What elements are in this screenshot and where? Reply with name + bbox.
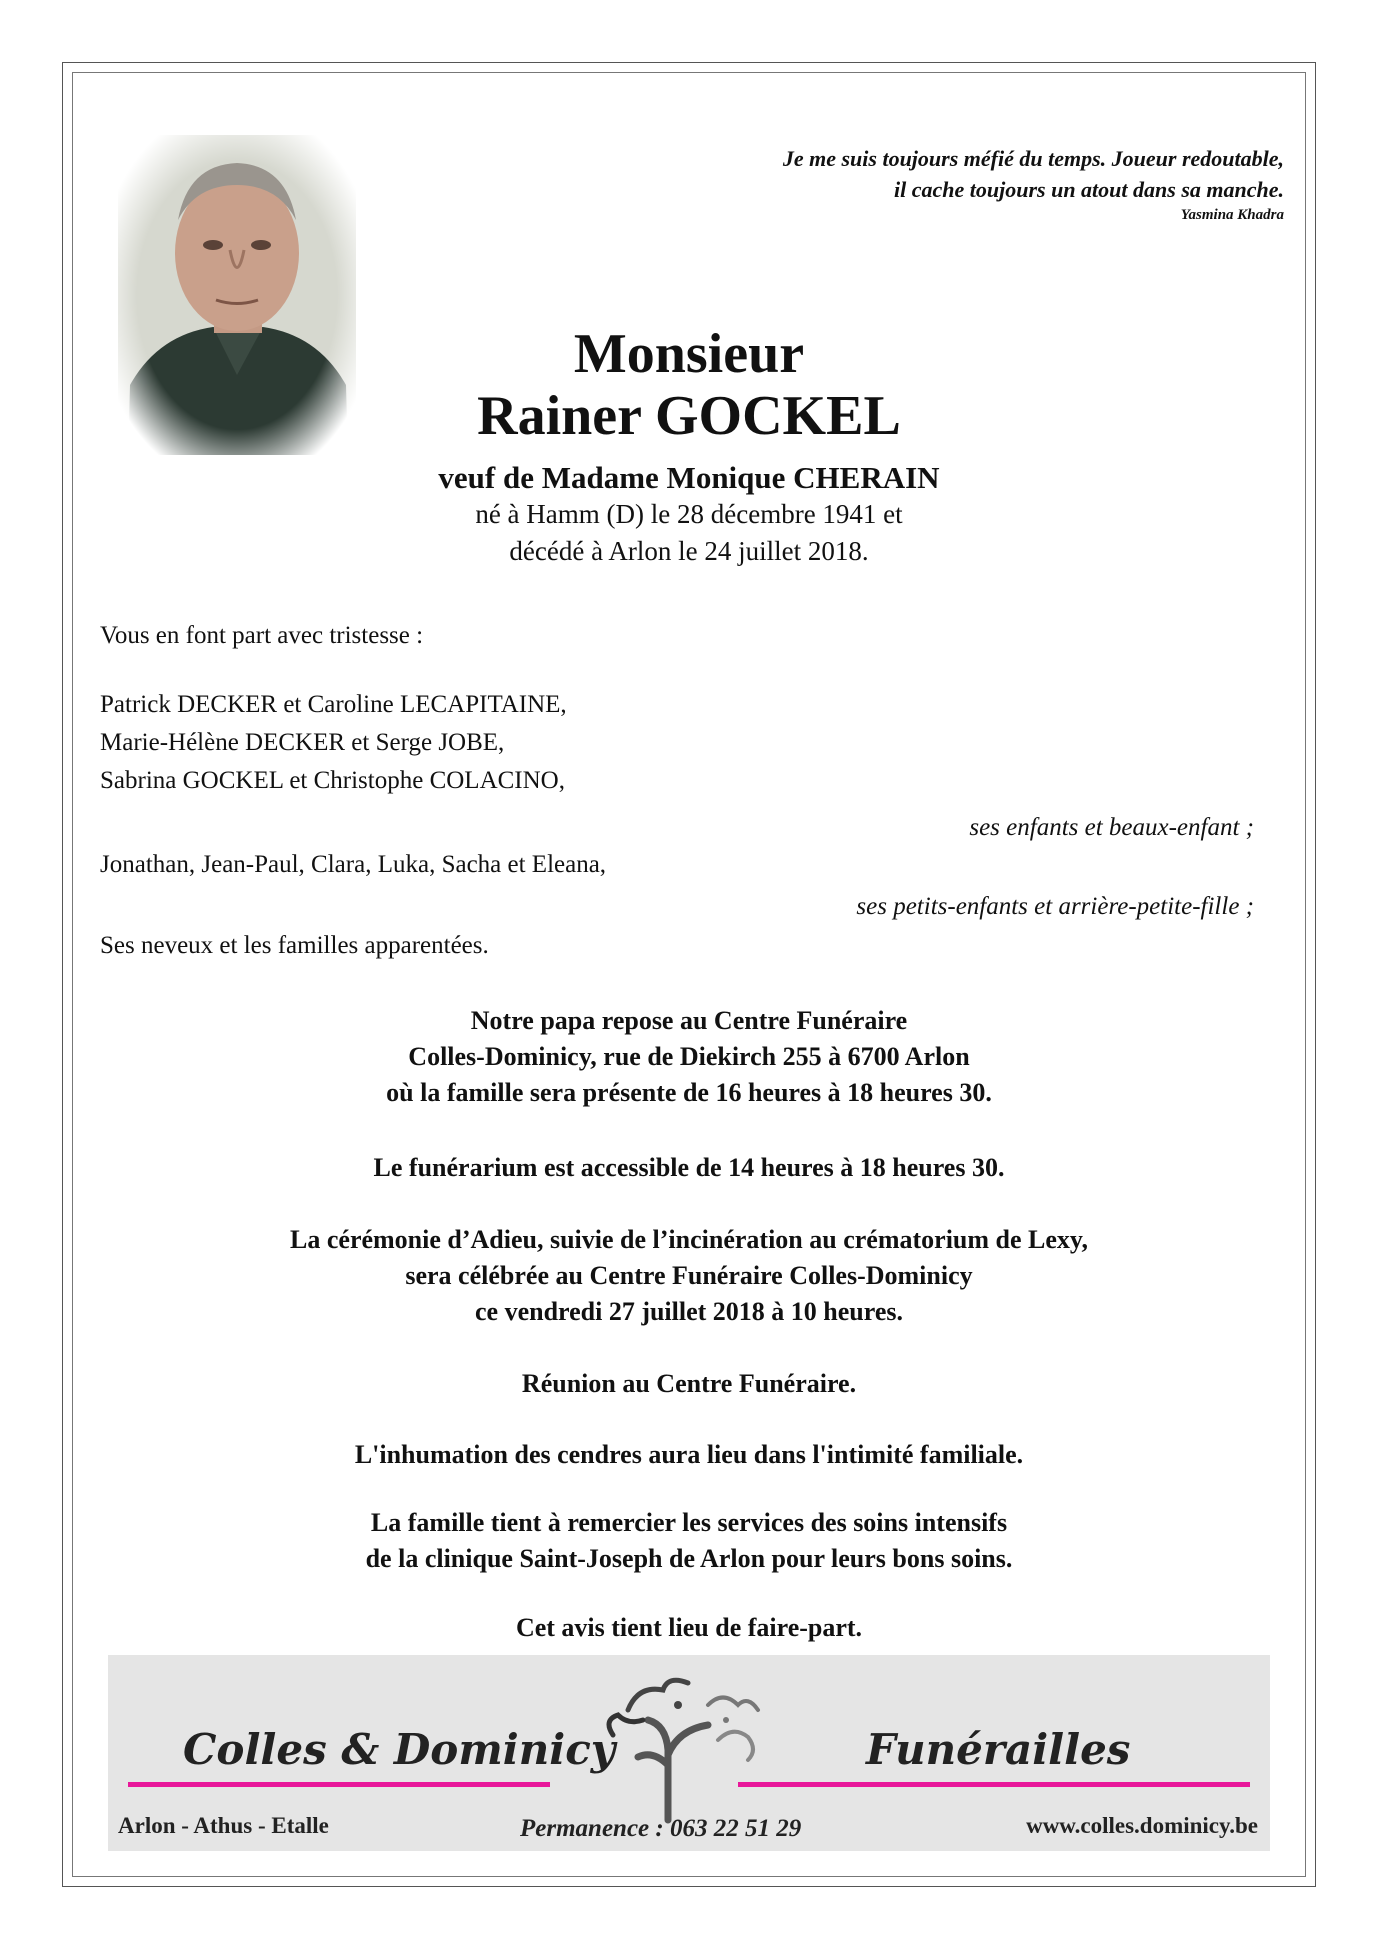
salutation: Monsieur	[573, 323, 805, 385]
rest-paragraph	[0, 1003, 1378, 1111]
spouse-line: veuf de Madame Monique CHERAIN	[438, 460, 940, 495]
notice-line: Cet avis tient lieu de faire-part.	[515, 1613, 863, 1642]
rest-line: Notre papa repose au Centre Funéraire	[470, 1006, 908, 1035]
accent-line-left	[128, 1782, 550, 1787]
child-line: Sabrina GOCKEL et Christophe COLACINO,	[100, 767, 565, 794]
brand-name: Colles & Dominicy	[183, 1725, 616, 1774]
rest-line: Colles-Dominicy, rue de Diekirch 255 à 6700 Arlon	[408, 1042, 970, 1071]
grandchildren-line: Jonathan, Jean-Paul, Clara, Luka, Sacha et Eleana,	[100, 851, 607, 878]
thanks-line: de la clinique Saint-Joseph de Arlon pour leurs bons soins.	[365, 1544, 1013, 1573]
funeral-home-banner	[108, 1655, 1270, 1851]
deceased-header	[0, 323, 1378, 447]
quote-author: Yasmina Khadra	[1180, 207, 1284, 223]
thanks-line: La famille tient à remercier les services des soins intensifs	[370, 1508, 1008, 1537]
access-hours: Le funérarium est accessible de 14 heures à 18 heures 30.	[373, 1153, 1005, 1182]
quote-line-2: il cache toujours un atout dans sa manche.	[894, 177, 1284, 202]
ceremony-paragraph	[0, 1222, 1378, 1330]
brand-tagline: Funérailles	[866, 1725, 1131, 1774]
epigraph-quote	[783, 143, 1284, 225]
children-list	[100, 686, 567, 800]
meeting-line: Réunion au Centre Funéraire.	[521, 1369, 857, 1398]
birth-line: né à Hamm (D) le 28 décembre 1941 et	[475, 499, 903, 529]
relatives-line: Ses neveux et les familles apparentées.	[100, 932, 489, 959]
child-line: Patrick DECKER et Caroline LECAPITAINE,	[100, 691, 567, 718]
phone-line: Permanence : 063 22 51 29	[520, 1815, 802, 1842]
family-intro: Vous en font part avec tristesse :	[100, 622, 424, 649]
grandchildren-role: ses petits-enfants et arrière-petite-fille ;	[856, 893, 1254, 920]
thanks-paragraph	[0, 1505, 1378, 1577]
tree-logo-icon	[598, 1665, 798, 1825]
ceremony-line: ce vendredi 27 juillet 2018 à 10 heures.	[474, 1297, 903, 1326]
website-link[interactable]: www.colles.dominicy.be	[1026, 1813, 1258, 1838]
death-line: décédé à Arlon le 24 juillet 2018.	[509, 536, 869, 566]
deceased-name: Rainer GOCKEL	[477, 385, 901, 447]
quote-line-1: Je me suis toujours méfié du temps. Joueur redoutable,	[782, 146, 1284, 171]
child-line: Marie-Hélène DECKER et Serge JOBE,	[100, 729, 505, 756]
children-role: ses enfants et beaux-enfant ;	[969, 814, 1254, 841]
ashes-line: L'inhumation des cendres aura lieu dans l'intimité familiale.	[354, 1440, 1024, 1469]
locations: Arlon - Athus - Etalle	[118, 1813, 329, 1838]
ceremony-line: La cérémonie d’Adieu, suivie de l’incinération au crématorium de Lexy,	[290, 1225, 1088, 1254]
ceremony-line: sera célébrée au Centre Funéraire Colles-Dominicy	[405, 1261, 973, 1290]
life-dates	[0, 496, 1378, 570]
accent-line-right	[738, 1782, 1250, 1787]
rest-line: où la famille sera présente de 16 heures à 18 heures 30.	[386, 1078, 992, 1107]
